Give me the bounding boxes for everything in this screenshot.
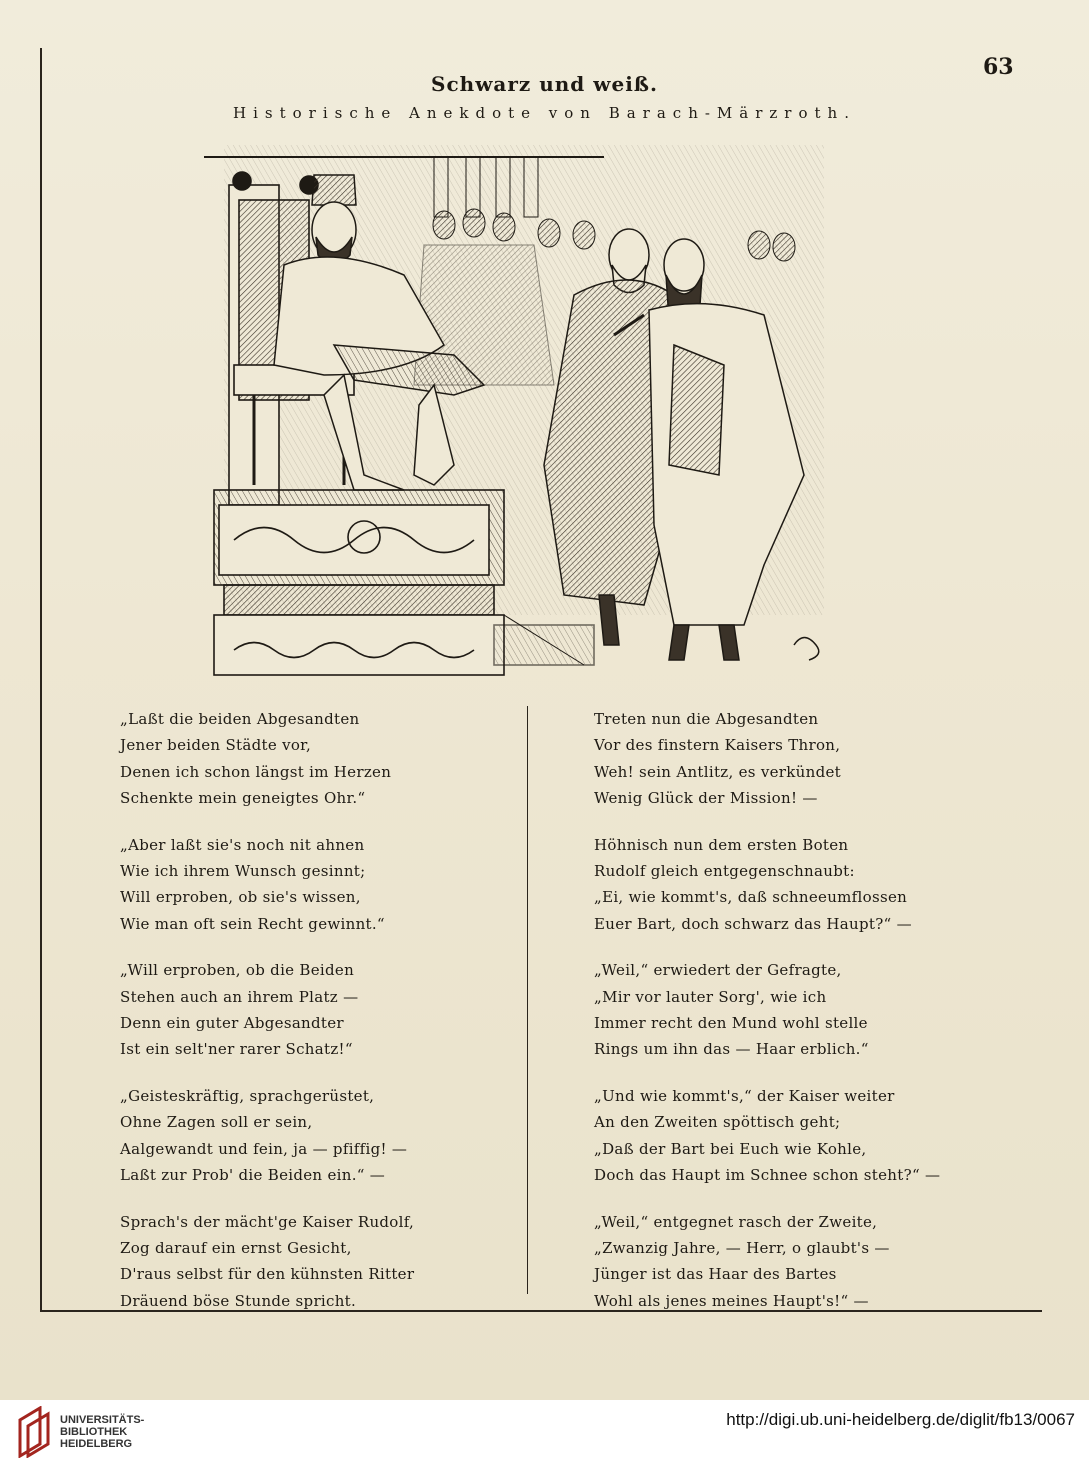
verse-line: D'raus selbst für den kühnsten Ritter bbox=[120, 1265, 415, 1284]
verse-line: Stehen auch an ihrem Platz — bbox=[120, 987, 359, 1006]
verse-line: Weh! sein Antlitz, es verkündet bbox=[594, 762, 841, 781]
verse-line: „Mir vor lauter Sorg', wie ich bbox=[594, 987, 827, 1006]
poem-title: Schwarz und weiß. bbox=[431, 72, 658, 96]
verse-line: Rings um ihn das — Haar erblich.“ bbox=[594, 1040, 869, 1059]
verse-line: „Aber laßt sie's noch nit ahnen bbox=[120, 835, 365, 854]
stanza bbox=[594, 1083, 954, 1189]
verse-line: „Laßt die beiden Abgesandten bbox=[120, 710, 360, 728]
stanza bbox=[594, 706, 954, 812]
verse-line: Schenkte mein geneigtes Ohr.“ bbox=[120, 789, 366, 808]
library-logo[interactable] bbox=[14, 1404, 174, 1464]
poem-column-right bbox=[594, 706, 954, 1334]
stanza bbox=[120, 957, 480, 1063]
verse-line: Wenig Glück der Mission! — bbox=[594, 789, 818, 808]
verse-line: „Weil,“ erwiedert der Gefragte, bbox=[594, 961, 842, 980]
verse-line: Höhnisch nun dem ersten Boten bbox=[594, 835, 849, 854]
verse-line: „Ei, wie kommt's, daß schneeumflossen bbox=[594, 888, 908, 907]
stanza bbox=[120, 832, 480, 938]
verse-line: Denen ich schon längst im Herzen bbox=[120, 762, 392, 781]
verse-line: „Weil,“ entgegnet rasch der Zweite, bbox=[594, 1212, 878, 1231]
verse-line: Immer recht den Mund wohl stelle bbox=[594, 1014, 868, 1033]
verse-line: Zog darauf ein ernst Gesicht, bbox=[120, 1238, 352, 1257]
verse-line: Aalgewandt und fein, ja — pfiffig! — bbox=[120, 1139, 408, 1158]
verse-line: Jünger ist das Haar des Bartes bbox=[594, 1265, 837, 1284]
verse-line: Wohl als jenes meines Haupt's!“ — bbox=[594, 1291, 869, 1310]
woodcut-illustration bbox=[204, 145, 844, 690]
stanza bbox=[594, 957, 954, 1063]
poem-subtitle: Historische Anekdote von Barach-Märzroth. bbox=[233, 104, 856, 122]
verse-line: Denn ein guter Abgesandter bbox=[120, 1014, 344, 1033]
verse-line: „Und wie kommt's,“ der Kaiser weiter bbox=[594, 1086, 895, 1105]
stanza bbox=[120, 1083, 480, 1189]
verse-line: Vor des finstern Kaisers Thron, bbox=[594, 736, 841, 755]
verse-line: Will erproben, ob sie's wissen, bbox=[120, 888, 361, 907]
verse-line: Wie ich ihrem Wunsch gesinnt; bbox=[120, 862, 366, 881]
logo-line: UNIVERSITÄTS- bbox=[60, 1414, 145, 1426]
verse-line: Dräuend böse Stunde spricht. bbox=[120, 1291, 357, 1310]
logo-line: BIBLIOTHEK bbox=[60, 1426, 128, 1438]
stanza bbox=[120, 706, 480, 812]
stanza bbox=[594, 1209, 954, 1315]
verse-line: „Will erproben, ob die Beiden bbox=[120, 961, 355, 980]
verse-line: Euer Bart, doch schwarz das Haupt?“ — bbox=[594, 914, 912, 933]
verse-line: Jener beiden Städte vor, bbox=[120, 736, 312, 755]
verse-line: Ohne Zagen soll er sein, bbox=[120, 1113, 313, 1132]
logo-line: HEIDELBERG bbox=[60, 1438, 133, 1450]
verse-line: Wie man oft sein Recht gewinnt.“ bbox=[120, 914, 385, 933]
source-url[interactable]: http://digi.ub.uni-heidelberg.de/diglit/fb13/0067 bbox=[726, 1410, 1075, 1429]
page-number: 63 bbox=[983, 54, 1014, 80]
verse-line: Ist ein selt'ner rarer Schatz!“ bbox=[120, 1040, 353, 1059]
verse-line: An den Zweiten spöttisch geht; bbox=[594, 1113, 841, 1132]
verse-line: Treten nun die Abgesandten bbox=[594, 710, 819, 728]
library-logo-text bbox=[60, 1414, 144, 1450]
verse-line: „Geisteskräftig, sprachgerüstet, bbox=[120, 1086, 375, 1105]
poem-column-left bbox=[120, 706, 480, 1334]
stanza bbox=[120, 1209, 480, 1315]
artist-monogram bbox=[794, 638, 819, 661]
verse-line: Sprach's der mächt'ge Kaiser Rudolf, bbox=[120, 1212, 415, 1231]
column-divider bbox=[527, 706, 528, 1294]
library-logo-icon bbox=[14, 1406, 54, 1458]
verse-line: „Zwanzig Jahre, — Herr, o glaubt's — bbox=[594, 1238, 890, 1257]
verse-line: Doch das Haupt im Schnee schon steht?“ — bbox=[594, 1166, 941, 1185]
stanza bbox=[594, 832, 954, 938]
verse-line: „Daß der Bart bei Euch wie Kohle, bbox=[594, 1139, 867, 1158]
verse-line: Laßt zur Prob' die Beiden ein.“ — bbox=[120, 1166, 386, 1185]
verse-line: Rudolf gleich entgegenschnaubt: bbox=[594, 862, 855, 881]
